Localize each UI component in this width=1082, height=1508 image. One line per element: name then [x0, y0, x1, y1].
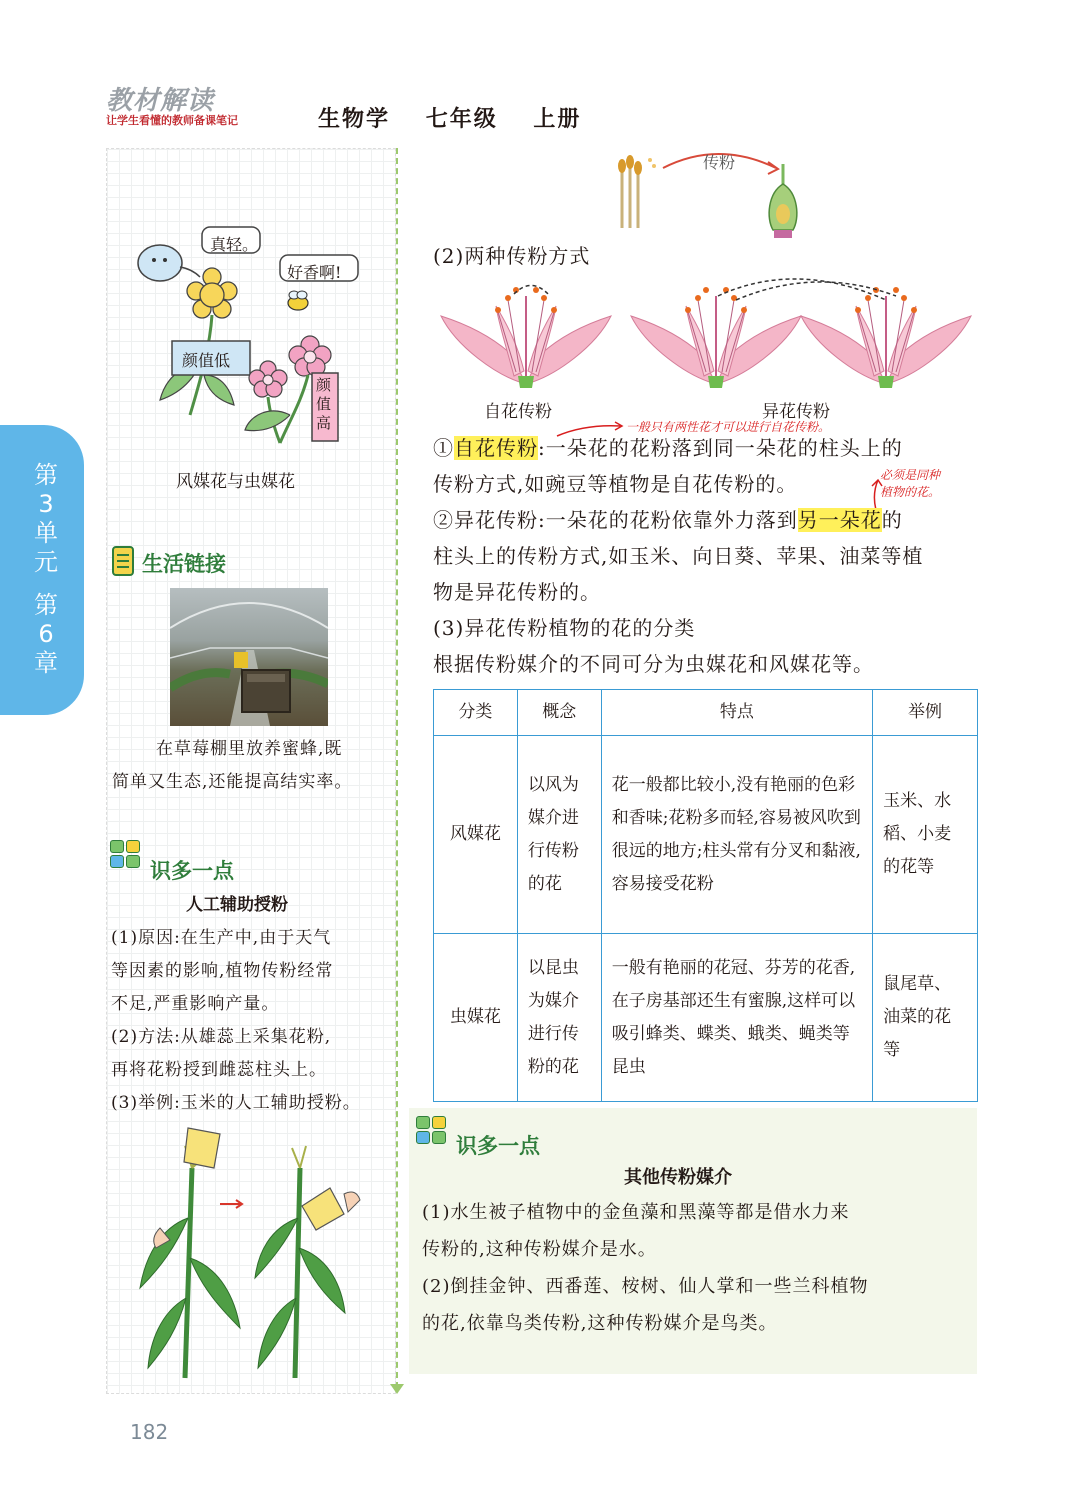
cross-pollination-definition-line-3: 物是异花传粉的。 — [433, 580, 601, 604]
table-cell-concept: 以昆虫为媒介进行传粉的花 — [517, 934, 601, 1102]
term-another-flower: 另一朵花 — [797, 508, 882, 532]
table-cell-example: 玉米、水稻、小麦的花等 — [873, 736, 978, 934]
annotation-self-pollination: 一般只有两性花才可以进行自花传粉。 — [626, 420, 831, 434]
table-header: 举例 — [873, 690, 978, 736]
know-more-line: (1)原因:在生产中,由于天气 — [111, 928, 332, 948]
sign-low-text: 颜值低 — [182, 351, 231, 370]
cartoon-caption: 风媒花与虫媒花 — [176, 472, 295, 492]
other-pollinators-line: 传粉的,这种传粉媒介是水。 — [422, 1239, 657, 1260]
unit-chapter-tab — [0, 425, 84, 715]
page-title — [318, 102, 607, 133]
greenhouse-bee-photo — [170, 588, 328, 726]
self-pollination-definition: ①自花传粉:一朵花的花粉落到同一朵花的柱头上的 — [433, 436, 903, 460]
photo-caption-line-1: 在草莓棚里放养蜜蜂,既 — [156, 739, 343, 759]
brand-logo: 教材解读 — [106, 86, 215, 116]
know-more-lines — [111, 922, 361, 1120]
term-self-pollination: 自花传粉 — [454, 436, 538, 460]
know-more-line: 再将花粉授到雌蕊柱头上。 — [111, 1060, 327, 1080]
know-more-line: (2)方法:从雄蕊上采集花粉, — [111, 1027, 332, 1047]
know-more-heading: 识多一点 — [150, 859, 234, 883]
know-more-line: 等因素的影响,植物传粉经常 — [111, 961, 334, 981]
corn-pollination-illustration — [130, 1128, 380, 1378]
annotation-same-species-1: 必须是同种 — [880, 468, 941, 482]
know-more-subtitle: 人工辅助授粉 — [186, 895, 288, 915]
book-icon — [112, 546, 134, 576]
self-pollination-label: 自花传粉 — [484, 402, 552, 422]
bubble-wind-text: 真轻。 — [210, 235, 259, 254]
chapter-label: 第 6 章 — [34, 591, 58, 677]
sign-high-text: 颜值高 — [316, 376, 332, 432]
unit-label: 第 3 单 元 — [34, 461, 58, 576]
table-cell-class: 虫媒花 — [434, 934, 518, 1102]
volume: 上册 — [533, 106, 582, 132]
divider-arrow-icon — [390, 1384, 404, 1394]
section-2-title: (2)两种传粉方式 — [433, 244, 591, 268]
know-more-icon — [110, 840, 144, 870]
photo-caption-line-2: 简单又生态,还能提高结实率。 — [112, 772, 353, 792]
table-cell-concept: 以风为媒介进行传粉的花 — [517, 736, 601, 934]
table-cell-example: 鼠尾草、油菜的花等 — [873, 934, 978, 1102]
cross-pollination-definition: ②异花传粉:一朵花的花粉依靠外力落到另一朵花的 — [433, 508, 903, 532]
other-pollinators-subtitle: 其他传粉媒介 — [624, 1167, 732, 1188]
table-row — [434, 736, 978, 934]
bubble-bee-text: 好香啊! — [287, 263, 342, 282]
know-more-heading-2: 识多一点 — [456, 1134, 540, 1158]
table-cell-feature: 花一般都比较小,没有艳丽的色彩和香味;花粉多而轻,容易被风吹到很远的地方;柱头常有分叉和黏液,容易接受花粉 — [601, 736, 872, 934]
self-pollination-definition-line-2: 传粉方式,如豌豆等植物是自花传粉的。 — [433, 472, 798, 496]
section-3-title: (3)异花传粉植物的花的分类 — [433, 616, 696, 640]
table-header: 概念 — [517, 690, 601, 736]
table-cell-feature: 一般有艳丽的花冠、芬芳的花香,在子房基部还生有蜜腺,这样可以吸引蜂类、蝶类、蛾类、蝇类等昆虫 — [601, 934, 872, 1102]
flower-classification-table — [433, 689, 978, 1102]
pollination-diagram-label: 传粉 — [703, 153, 736, 172]
other-pollinators-line: (1)水生被子植物中的金鱼藻和黑藻等都是借水力来 — [422, 1202, 850, 1223]
table-cell-class: 风媒花 — [434, 736, 518, 934]
know-more-icon-2 — [416, 1116, 450, 1146]
table-header: 分类 — [434, 690, 518, 736]
page-number: 182 — [130, 1420, 169, 1444]
section-3-intro: 根据传粉媒介的不同可分为虫媒花和风媒花等。 — [433, 652, 874, 676]
subject: 生物学 — [318, 106, 391, 132]
other-pollinators-line: 的花,依靠鸟类传粉,这种传粉媒介是鸟类。 — [422, 1313, 778, 1334]
life-link-heading: 生活链接 — [142, 552, 226, 576]
cross-pollination-definition-line-2: 柱头上的传粉方式,如玉米、向日葵、苹果、油菜等植 — [433, 544, 924, 568]
other-pollinators-line: (2)倒挂金钟、西番莲、桉树、仙人掌和一些兰科植物 — [422, 1276, 869, 1297]
annotation-same-species-2: 植物的花。 — [880, 485, 941, 499]
table-header: 特点 — [601, 690, 872, 736]
self-and-cross-pollination-diagram — [436, 276, 976, 391]
table-header-row — [434, 690, 978, 736]
table-row — [434, 934, 978, 1102]
grade: 七年级 — [425, 106, 498, 132]
brand-tagline: 让学生看懂的教师备课笔记 — [106, 114, 238, 127]
other-pollinators-lines — [422, 1194, 869, 1342]
know-more-line: (3)举例:玉米的人工辅助授粉。 — [111, 1093, 361, 1113]
cross-pollination-label: 异花传粉 — [762, 402, 830, 422]
column-divider — [396, 148, 398, 1388]
know-more-line: 不足,严重影响产量。 — [111, 994, 280, 1014]
